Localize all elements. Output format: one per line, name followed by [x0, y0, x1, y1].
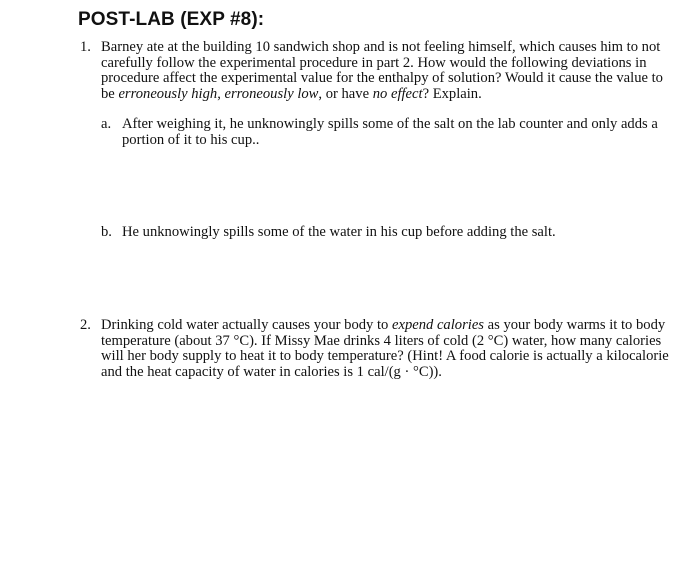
question-2	[80, 318, 678, 380]
separator-1: ,	[217, 85, 225, 102]
question-1-subpart-b	[101, 225, 661, 241]
question-1-text-before: Barney ate at the building 10 sandwich shop and is not feeling himself, which causes him to not carefully follow the experimental procedure in part 2. How would the following deviations in procedure affect the experimental value for the enthalpy of solution? Would it cause the value to be	[101, 39, 663, 102]
subpart-a-label: a.	[101, 116, 112, 132]
question-1-text	[101, 40, 680, 102]
separator-2: , or have	[318, 85, 373, 102]
subpart-b-text: He unknowingly spills some of the water in his cup before adding the salt.	[122, 224, 556, 240]
question-1	[80, 40, 680, 102]
subpart-b-label: b.	[101, 224, 112, 240]
question-2-text-before: Drinking cold water actually causes your body to	[101, 317, 392, 333]
question-1-number: 1.	[80, 39, 91, 55]
subpart-a-text: After weighing it, he unknowingly spills some of the salt on the lab counter and only adds a portion of it to his cup..	[122, 116, 658, 148]
emphasis-expend-calories: expend calories	[391, 317, 484, 333]
option-erroneously-high: erroneously high	[118, 85, 218, 102]
question-1-text-after: ? Explain.	[422, 85, 482, 102]
question-1-subpart-a	[101, 117, 661, 148]
option-no-effect: no effect	[372, 85, 423, 102]
page-title: POST-LAB (EXP #8):	[78, 9, 265, 30]
question-2-text	[101, 318, 678, 380]
option-erroneously-low: erroneously low	[224, 85, 319, 102]
question-2-number: 2.	[80, 317, 91, 333]
question-2-text-after: as your body warms it to body temperature (about 37 °C). If Missy Mae drinks 4 liters of cold (2 °C) water, how many calories will her body supply to heat it to body temperature? (Hint! A food calorie is actually a kilocalorie and the heat capacity of water in calories is 1 cal/(g · °C)).	[101, 317, 669, 380]
